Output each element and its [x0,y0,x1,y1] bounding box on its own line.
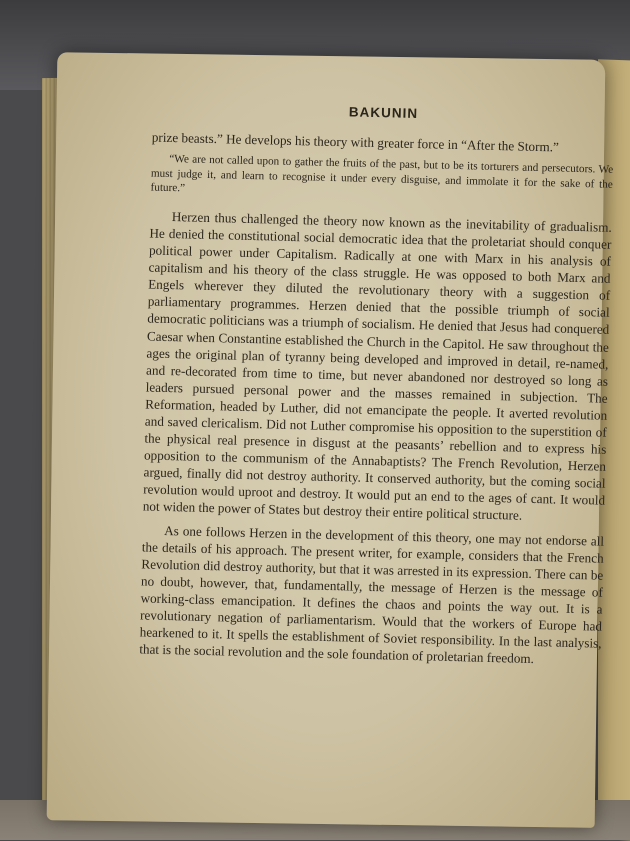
lead-paragraph: prize beasts.” He develops his theory with greater force in “After the Storm.” [151,129,560,155]
book-page [47,52,614,828]
paragraph-herzen-challenge: Herzen thus challenged the theory now known as the inevitability of gradualism. He denied the constitutional social democratic idea that the proletariat should conquer political power under Capitalism. Radically at one with Marx in his analysis of capitalism and his theory of the class struggle. He was opposed to both Marx and Engels wherever they diluted the revolutionary theory with a suggestion of parliamentary programmes. Herzen denied that the possible triumph of social democratic politicians was a triumph of socialism. He denied that Jesus had conquered Caesar when Constantine established the Church in the Capitol. He saw throughout the ages the original plan of tyranny being developed and improved in detail, re-named, and re-decorated from time to time, but never abandoned nor destroyed so long as leaders pursued personal power and the masses remained in subjection. The Reformation, headed by Luther, did not emancipate the people. It averted revolution and saved clericalism. Did not Luther compromise his opposition to the superstition of the physical real presence in disgust at the peasants’ rebellion and to express his opposition to the communism of the Annabaptists? The French Revolution, Herzen argued, finally did not destroy authority. It conserved authority, but the coming social revolution would uproot and destroy. It would put an end to the ages of cant. It would not widen the power of States but destroy their entire political structure. [142,208,612,524]
running-head: BAKUNIN [348,104,419,122]
page-content [139,100,615,669]
paragraph-herzen-development: As one follows Herzen in the development of this theory, one may not endorse all the details of his approach. The present writer, for example, considers that the French Revolution did destroy authority, but that it was arrested in its expression. There can be no doubt, however, that, fundamentally, the message of Herzen is the message of working-class emancipation. It defines the chaos and points the way out. It is a revolutionary negation of parliamentarism. Would that the workers of Europe had hearkened to it. It spells the establishment of Soviet responsibility. In the last analysis, that is the social revolution and the sole foundation of proletarian freedom. [139,522,605,667]
block-quote: “We are not called upon to gather the fruits of the past, but to be its torturers and persecutors. We must judge it, and learn to recognise it under every disguise, and immolate it for the sake of the future.” [150,153,614,195]
